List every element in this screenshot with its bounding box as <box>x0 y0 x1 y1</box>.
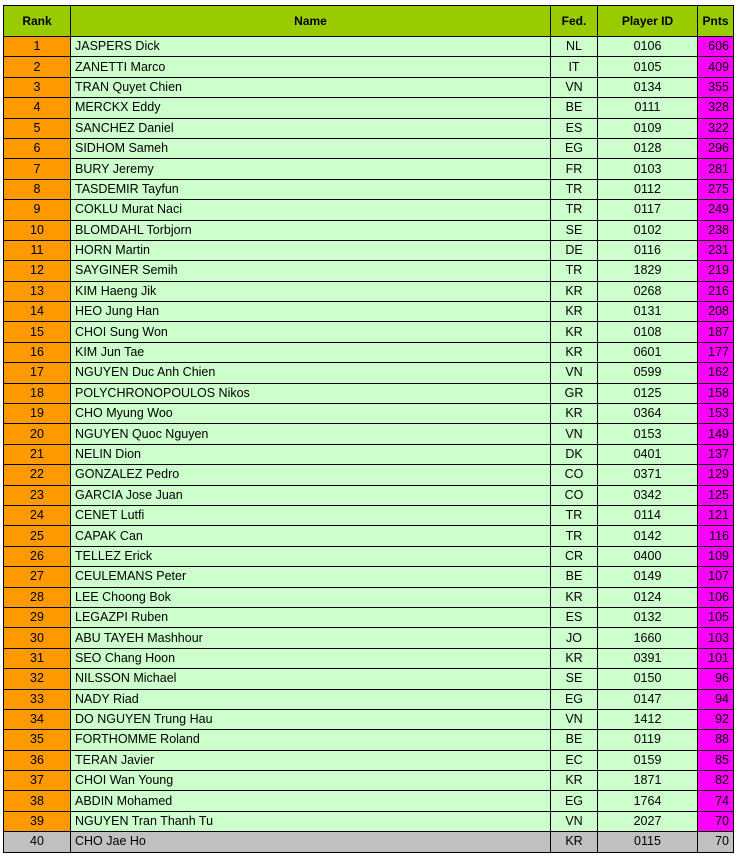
player-id-cell: 0150 <box>598 669 698 689</box>
player-id-cell: 0131 <box>598 302 698 322</box>
player-id-cell: 1660 <box>598 628 698 648</box>
points-cell: 153 <box>698 404 734 424</box>
table-row <box>4 607 734 627</box>
table-row <box>4 383 734 403</box>
player-id-cell: 0108 <box>598 322 698 342</box>
table-row <box>4 424 734 444</box>
header-pnts: Pnts <box>698 6 734 37</box>
ranking-table <box>3 5 734 853</box>
rank-cell: 26 <box>4 546 71 566</box>
rank-cell: 6 <box>4 138 71 158</box>
points-cell: 121 <box>698 505 734 525</box>
rank-cell: 37 <box>4 771 71 791</box>
table-row <box>4 567 734 587</box>
fed-cell: EG <box>551 138 598 158</box>
name-cell: BLOMDAHL Torbjorn <box>71 220 551 240</box>
rank-cell: 21 <box>4 444 71 464</box>
points-cell: 208 <box>698 302 734 322</box>
points-cell: 96 <box>698 669 734 689</box>
rank-cell: 39 <box>4 811 71 831</box>
player-id-cell: 1764 <box>598 791 698 811</box>
table-row <box>4 220 734 240</box>
rank-cell: 4 <box>4 98 71 118</box>
name-cell: SEO Chang Hoon <box>71 648 551 668</box>
fed-cell: IT <box>551 57 598 77</box>
rank-cell: 1 <box>4 37 71 57</box>
table-row <box>4 750 734 770</box>
fed-cell: TR <box>551 179 598 199</box>
player-id-cell: 0134 <box>598 77 698 97</box>
rank-cell: 7 <box>4 159 71 179</box>
fed-cell: JO <box>551 628 598 648</box>
table-row <box>4 138 734 158</box>
name-cell: CHO Myung Woo <box>71 404 551 424</box>
name-cell: ABU TAYEH Mashhour <box>71 628 551 648</box>
rank-cell: 19 <box>4 404 71 424</box>
name-cell: ZANETTI Marco <box>71 57 551 77</box>
table-row <box>4 322 734 342</box>
table-row <box>4 404 734 424</box>
points-cell: 177 <box>698 342 734 362</box>
player-id-cell: 0147 <box>598 689 698 709</box>
name-cell: KIM Jun Tae <box>71 342 551 362</box>
rank-cell: 5 <box>4 118 71 138</box>
fed-cell: VN <box>551 709 598 729</box>
header-player-id: Player ID <box>598 6 698 37</box>
points-cell: 187 <box>698 322 734 342</box>
player-id-cell: 0115 <box>598 832 698 852</box>
player-id-cell: 0132 <box>598 607 698 627</box>
table-row <box>4 791 734 811</box>
fed-cell: KR <box>551 771 598 791</box>
points-cell: 82 <box>698 771 734 791</box>
table-row <box>4 811 734 831</box>
player-id-cell: 0364 <box>598 404 698 424</box>
table-row <box>4 648 734 668</box>
table-row <box>4 628 734 648</box>
points-cell: 216 <box>698 281 734 301</box>
points-cell: 149 <box>698 424 734 444</box>
points-cell: 158 <box>698 383 734 403</box>
fed-cell: KR <box>551 302 598 322</box>
player-id-cell: 0105 <box>598 57 698 77</box>
fed-cell: SE <box>551 220 598 240</box>
rank-cell: 35 <box>4 730 71 750</box>
rank-cell: 25 <box>4 526 71 546</box>
rank-cell: 30 <box>4 628 71 648</box>
fed-cell: CO <box>551 465 598 485</box>
fed-cell: KR <box>551 404 598 424</box>
rank-cell: 18 <box>4 383 71 403</box>
player-id-cell: 0153 <box>598 424 698 444</box>
table-row <box>4 302 734 322</box>
rank-cell: 11 <box>4 240 71 260</box>
rank-cell: 8 <box>4 179 71 199</box>
name-cell: GARCIA Jose Juan <box>71 485 551 505</box>
table-row <box>4 505 734 525</box>
rank-cell: 13 <box>4 281 71 301</box>
points-cell: 281 <box>698 159 734 179</box>
points-cell: 101 <box>698 648 734 668</box>
player-id-cell: 1871 <box>598 771 698 791</box>
player-id-cell: 0119 <box>598 730 698 750</box>
points-cell: 74 <box>698 791 734 811</box>
table-row <box>4 98 734 118</box>
table-row <box>4 771 734 791</box>
points-cell: 125 <box>698 485 734 505</box>
points-cell: 606 <box>698 37 734 57</box>
fed-cell: DE <box>551 240 598 260</box>
table-row <box>4 179 734 199</box>
fed-cell: KR <box>551 281 598 301</box>
points-cell: 129 <box>698 465 734 485</box>
name-cell: LEGAZPI Ruben <box>71 607 551 627</box>
points-cell: 238 <box>698 220 734 240</box>
table-row <box>4 200 734 220</box>
fed-cell: TR <box>551 200 598 220</box>
header-rank: Rank <box>4 6 71 37</box>
rank-cell: 15 <box>4 322 71 342</box>
name-cell: NELIN Dion <box>71 444 551 464</box>
table-row <box>4 485 734 505</box>
rank-cell: 3 <box>4 77 71 97</box>
name-cell: CHOI Wan Young <box>71 771 551 791</box>
table-row <box>4 689 734 709</box>
player-id-cell: 0601 <box>598 342 698 362</box>
player-id-cell: 0102 <box>598 220 698 240</box>
rank-cell: 16 <box>4 342 71 362</box>
rank-cell: 32 <box>4 669 71 689</box>
table-row <box>4 546 734 566</box>
name-cell: GONZALEZ Pedro <box>71 465 551 485</box>
player-id-cell: 0111 <box>598 98 698 118</box>
table-row <box>4 261 734 281</box>
table-row <box>4 281 734 301</box>
name-cell: HORN Martin <box>71 240 551 260</box>
header-name: Name <box>71 6 551 37</box>
fed-cell: KR <box>551 322 598 342</box>
name-cell: NGUYEN Quoc Nguyen <box>71 424 551 444</box>
table-row <box>4 709 734 729</box>
fed-cell: ES <box>551 607 598 627</box>
name-cell: BURY Jeremy <box>71 159 551 179</box>
player-id-cell: 1412 <box>598 709 698 729</box>
fed-cell: VN <box>551 424 598 444</box>
rank-cell: 40 <box>4 832 71 852</box>
table-row <box>4 832 734 852</box>
points-cell: 70 <box>698 811 734 831</box>
name-cell: NGUYEN Duc Anh Chien <box>71 363 551 383</box>
rank-cell: 36 <box>4 750 71 770</box>
rank-cell: 17 <box>4 363 71 383</box>
rank-cell: 28 <box>4 587 71 607</box>
points-cell: 92 <box>698 709 734 729</box>
rank-cell: 33 <box>4 689 71 709</box>
fed-cell: KR <box>551 587 598 607</box>
table-row <box>4 669 734 689</box>
name-cell: KIM Haeng Jik <box>71 281 551 301</box>
fed-cell: TR <box>551 261 598 281</box>
name-cell: ABDIN Mohamed <box>71 791 551 811</box>
name-cell: CHO Jae Ho <box>71 832 551 852</box>
player-id-cell: 0103 <box>598 159 698 179</box>
fed-cell: BE <box>551 98 598 118</box>
fed-cell: BE <box>551 567 598 587</box>
player-id-cell: 0117 <box>598 200 698 220</box>
fed-cell: BE <box>551 730 598 750</box>
rank-cell: 27 <box>4 567 71 587</box>
fed-cell: EC <box>551 750 598 770</box>
fed-cell: GR <box>551 383 598 403</box>
player-id-cell: 0142 <box>598 526 698 546</box>
name-cell: JASPERS Dick <box>71 37 551 57</box>
player-id-cell: 0149 <box>598 567 698 587</box>
name-cell: FORTHOMME Roland <box>71 730 551 750</box>
points-cell: 85 <box>698 750 734 770</box>
points-cell: 249 <box>698 200 734 220</box>
points-cell: 219 <box>698 261 734 281</box>
rank-cell: 20 <box>4 424 71 444</box>
player-id-cell: 0124 <box>598 587 698 607</box>
points-cell: 296 <box>698 138 734 158</box>
rank-cell: 2 <box>4 57 71 77</box>
fed-cell: TR <box>551 526 598 546</box>
table-row <box>4 465 734 485</box>
fed-cell: VN <box>551 811 598 831</box>
player-id-cell: 0371 <box>598 465 698 485</box>
points-cell: 116 <box>698 526 734 546</box>
player-id-cell: 0400 <box>598 546 698 566</box>
points-cell: 162 <box>698 363 734 383</box>
points-cell: 109 <box>698 546 734 566</box>
points-cell: 322 <box>698 118 734 138</box>
name-cell: CEULEMANS Peter <box>71 567 551 587</box>
table-row <box>4 363 734 383</box>
fed-cell: SE <box>551 669 598 689</box>
rank-cell: 12 <box>4 261 71 281</box>
player-id-cell: 0116 <box>598 240 698 260</box>
fed-cell: EG <box>551 689 598 709</box>
rank-cell: 24 <box>4 505 71 525</box>
rank-cell: 23 <box>4 485 71 505</box>
rank-cell: 14 <box>4 302 71 322</box>
points-cell: 107 <box>698 567 734 587</box>
fed-cell: KR <box>551 648 598 668</box>
points-cell: 88 <box>698 730 734 750</box>
player-id-cell: 0125 <box>598 383 698 403</box>
rank-cell: 29 <box>4 607 71 627</box>
player-id-cell: 0159 <box>598 750 698 770</box>
name-cell: POLYCHRONOPOULOS Nikos <box>71 383 551 403</box>
points-cell: 328 <box>698 98 734 118</box>
player-id-cell: 0112 <box>598 179 698 199</box>
player-id-cell: 0268 <box>598 281 698 301</box>
name-cell: NADY Riad <box>71 689 551 709</box>
table-row <box>4 240 734 260</box>
player-id-cell: 2027 <box>598 811 698 831</box>
player-id-cell: 0391 <box>598 648 698 668</box>
rank-cell: 38 <box>4 791 71 811</box>
name-cell: COKLU Murat Naci <box>71 200 551 220</box>
fed-cell: DK <box>551 444 598 464</box>
player-id-cell: 0109 <box>598 118 698 138</box>
player-id-cell: 0599 <box>598 363 698 383</box>
table-row <box>4 118 734 138</box>
name-cell: NILSSON Michael <box>71 669 551 689</box>
header-row <box>4 6 734 37</box>
fed-cell: CO <box>551 485 598 505</box>
points-cell: 70 <box>698 832 734 852</box>
name-cell: DO NGUYEN Trung Hau <box>71 709 551 729</box>
table-row <box>4 37 734 57</box>
name-cell: SIDHOM Sameh <box>71 138 551 158</box>
player-id-cell: 0106 <box>598 37 698 57</box>
rank-cell: 31 <box>4 648 71 668</box>
name-cell: MERCKX Eddy <box>71 98 551 118</box>
points-cell: 94 <box>698 689 734 709</box>
name-cell: SAYGINER Semih <box>71 261 551 281</box>
points-cell: 231 <box>698 240 734 260</box>
player-id-cell: 0401 <box>598 444 698 464</box>
name-cell: TASDEMIR Tayfun <box>71 179 551 199</box>
name-cell: NGUYEN Tran Thanh Tu <box>71 811 551 831</box>
table-row <box>4 342 734 362</box>
name-cell: CENET Lutfi <box>71 505 551 525</box>
rank-cell: 22 <box>4 465 71 485</box>
table-row <box>4 526 734 546</box>
name-cell: TRAN Quyet Chien <box>71 77 551 97</box>
rank-cell: 9 <box>4 200 71 220</box>
fed-cell: VN <box>551 363 598 383</box>
player-id-cell: 0342 <box>598 485 698 505</box>
player-id-cell: 0114 <box>598 505 698 525</box>
rank-cell: 10 <box>4 220 71 240</box>
name-cell: HEO Jung Han <box>71 302 551 322</box>
table-row <box>4 57 734 77</box>
player-id-cell: 0128 <box>598 138 698 158</box>
points-cell: 275 <box>698 179 734 199</box>
name-cell: CAPAK Can <box>71 526 551 546</box>
fed-cell: FR <box>551 159 598 179</box>
fed-cell: KR <box>551 832 598 852</box>
rank-cell: 34 <box>4 709 71 729</box>
header-fed: Fed. <box>551 6 598 37</box>
name-cell: TELLEZ Erick <box>71 546 551 566</box>
fed-cell: EG <box>551 791 598 811</box>
fed-cell: KR <box>551 342 598 362</box>
table-row <box>4 77 734 97</box>
points-cell: 137 <box>698 444 734 464</box>
fed-cell: VN <box>551 77 598 97</box>
table-row <box>4 587 734 607</box>
fed-cell: CR <box>551 546 598 566</box>
fed-cell: ES <box>551 118 598 138</box>
name-cell: SANCHEZ Daniel <box>71 118 551 138</box>
table-body <box>4 37 734 853</box>
fed-cell: TR <box>551 505 598 525</box>
name-cell: TERAN Javier <box>71 750 551 770</box>
points-cell: 105 <box>698 607 734 627</box>
points-cell: 355 <box>698 77 734 97</box>
points-cell: 103 <box>698 628 734 648</box>
points-cell: 106 <box>698 587 734 607</box>
name-cell: LEE Choong Bok <box>71 587 551 607</box>
points-cell: 409 <box>698 57 734 77</box>
table-row <box>4 159 734 179</box>
fed-cell: NL <box>551 37 598 57</box>
table-row <box>4 730 734 750</box>
name-cell: CHOI Sung Won <box>71 322 551 342</box>
player-id-cell: 1829 <box>598 261 698 281</box>
table-row <box>4 444 734 464</box>
